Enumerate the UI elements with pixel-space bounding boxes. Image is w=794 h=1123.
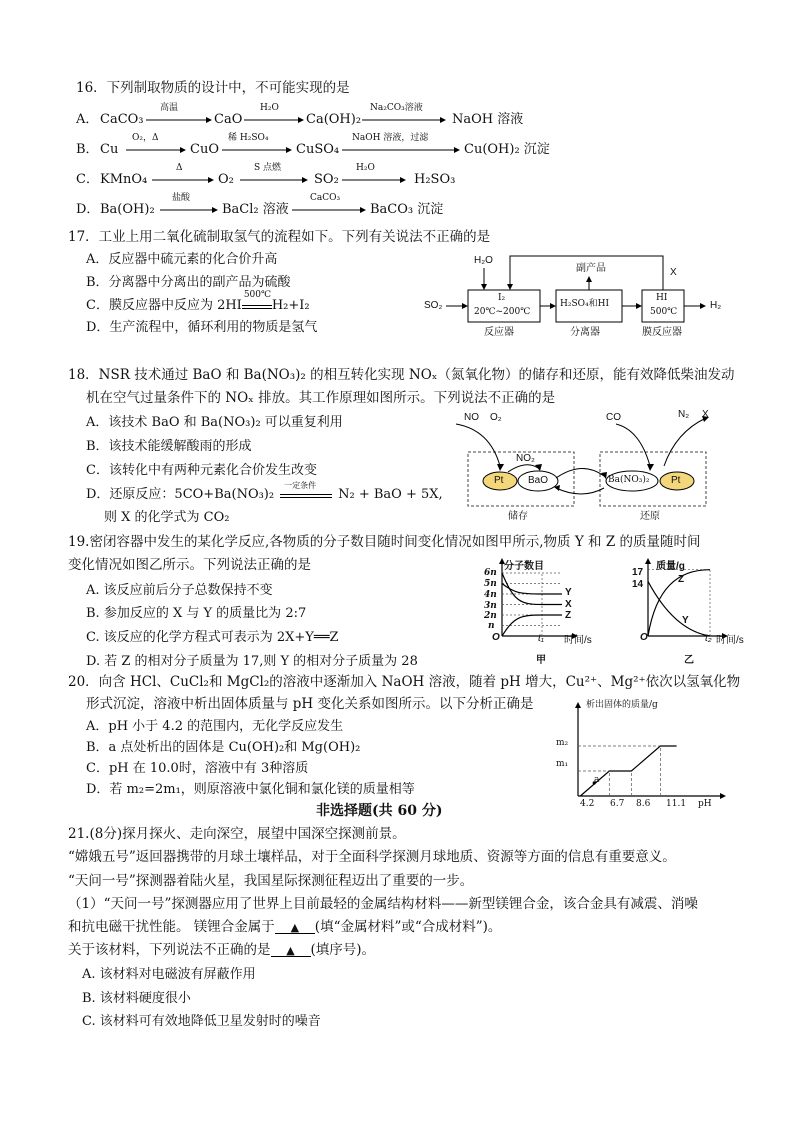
series-label-x: X xyxy=(565,599,572,610)
x-label: X xyxy=(670,267,677,278)
substance: Cu(OH)₂ 沉淀 xyxy=(464,142,550,157)
q20-stem-line2: 形式沉淀，溶液中析出固体质量与 pH 变化关系如图所示。以下分析正确是 xyxy=(86,696,534,712)
q21-paragraph: “天问一号”探测器着陆火星，我国星际探测征程迈出了重要的一步。 xyxy=(68,873,474,889)
arrow-head xyxy=(206,117,212,123)
option-text: D．还原反应：5CO+Ba(NO₃)₂ xyxy=(86,487,275,502)
substance: BaCl₂ 溶液 xyxy=(222,202,289,217)
reactor-name: 反应器 xyxy=(484,327,514,338)
substance: CuSO₄ xyxy=(296,142,340,157)
so2-label: SO₂ xyxy=(424,300,443,311)
chart-origin: O xyxy=(640,632,648,643)
chart-ytick: 6n xyxy=(484,568,497,578)
no-label: NO xyxy=(464,412,479,423)
arrow-condition: O₂，Δ xyxy=(132,133,159,143)
q21-stem: 21.(8分)探月探火、走向深空，展望中国深空探测前景。 xyxy=(68,826,406,842)
arrow-condition: H₂O xyxy=(356,163,375,173)
q19-option-d: D. 若 Z 的相对分子质量为 17,则 Y 的相对分子质量为 28 xyxy=(86,654,418,669)
q18-stem-line2: 机在空气过量条件下的 NOₓ 排放。其工作原理如图所示。下列说法不正确的是 xyxy=(86,390,556,406)
arrow-condition: H₂O xyxy=(260,103,279,113)
chart-xtick: 4.2 xyxy=(580,799,595,809)
q20-stem-line1: 20．向含 HCl、CuCl₂和 MgCl₂的溶液中逐渐加入 NaOH 溶液，随着 pH 增大，Cu²⁺、Mg²⁺依次以氢氧化物 xyxy=(68,674,741,690)
intake-arrow xyxy=(456,424,500,466)
chart-xtick: 11.1 xyxy=(666,799,687,809)
membrane-name: 膜反应器 xyxy=(642,327,682,338)
q20-option-d: D．若 m₂=2m₁，则原溶液中氯化铜和氯化镁的质量相等 xyxy=(86,782,415,797)
chart-ylabel: 质量/g xyxy=(656,561,685,572)
equation-condition: 一定条件 xyxy=(284,481,317,490)
chart-xtick: 6.7 xyxy=(610,799,625,809)
option-letter: B． xyxy=(76,142,99,157)
q20-option-a: A．pH 小于 4.2 的范围内，无化学反应发生 xyxy=(86,719,344,734)
series-label-y: Y xyxy=(565,587,572,598)
substance: Ba(OH)₂ xyxy=(100,202,155,217)
chart-ytick: m₂ xyxy=(556,738,569,748)
jia-series-x xyxy=(502,573,562,605)
series-label-y: Y xyxy=(682,615,689,626)
arrow-condition: S 点燃 xyxy=(254,163,282,173)
q19-stem-line2: 变化情况如图乙所示。下列说法正确的是 xyxy=(68,557,311,573)
equals-sign xyxy=(242,305,272,309)
substance: Cu xyxy=(100,142,119,157)
equation-condition: 500℃ xyxy=(243,290,272,300)
co-label: CO xyxy=(606,412,621,423)
q17-stem: 17．工业上用二氧化硫制取氢气的流程如下。下列有关说法不正确的是 xyxy=(68,229,491,245)
chart-ytick: 3n xyxy=(484,601,497,611)
q19-option-b: B. 参加反应的 X 与 Y 的质量比为 2:7 xyxy=(86,606,307,621)
chart-title: 甲 xyxy=(536,655,546,666)
chart-xtick: t₁ xyxy=(538,633,544,644)
q21-paragraph: “嫦娥五号”返回器携带的月球土壤样品，对于全面科学探测月球地质、资源等方面的信息有重要意义。 xyxy=(68,849,676,865)
substance: CaO xyxy=(214,112,243,127)
q17-option-b: B．分离器中分离出的副产品为硫酸 xyxy=(86,275,291,290)
q18-option-d xyxy=(86,481,443,502)
q21-line-blank2 xyxy=(68,944,375,958)
q21-line-blank1 xyxy=(68,921,501,935)
chart-title: 乙 xyxy=(684,655,694,666)
reactor-temp: 20℃~200℃ xyxy=(474,307,531,317)
q21-text: (填序号)。 xyxy=(310,942,376,958)
chart-ytick: 4n xyxy=(484,590,497,600)
chart-ylabel: 分子数目 xyxy=(504,561,544,572)
separator-content: H₂SO₄和HI xyxy=(560,299,610,309)
q21-option-b: B. 该材料硬度很小 xyxy=(82,991,191,1006)
q19-option-a: A. 该反应前后分子总数保持不变 xyxy=(86,583,273,598)
equals-sign xyxy=(280,494,332,498)
arrow-condition: CaCO₃ xyxy=(310,193,341,203)
q21-text: (填“金属材料”或“合成材料”)。 xyxy=(314,919,502,935)
chart-origin: O xyxy=(492,632,500,643)
substance: CaCO₃ xyxy=(100,112,144,127)
series-label-z: Z xyxy=(565,610,572,621)
q20-option-c: C．pH 在 10.0时，溶液中有 3种溶质 xyxy=(86,761,309,776)
option-letter: C． xyxy=(76,172,99,187)
x-label: X xyxy=(702,409,709,420)
chart-xtick: t₂ xyxy=(705,633,712,644)
arrow-condition: Na₂CO₃溶液 xyxy=(370,103,423,113)
substance: CuO xyxy=(190,142,219,157)
chart-ytick: n xyxy=(488,621,495,631)
h2-label: H₂ xyxy=(710,300,722,311)
q21-option-a: A. 该材料对电磁波有屏蔽作用 xyxy=(82,967,256,982)
yi-y-arrow xyxy=(645,558,651,564)
o2-label: O₂ xyxy=(490,412,502,423)
h2o-label: H₂O xyxy=(474,255,493,266)
reduction-label: 还原 xyxy=(640,511,660,522)
q20-option-b: B．a 点处析出的固体是 Cu(OH)₂和 Mg(OH)₂ xyxy=(86,740,361,755)
q21-text: 和抗电磁干扰性能。 镁锂合金属于 xyxy=(68,919,275,935)
no2-label: NO₂ xyxy=(516,453,535,464)
chart-ytick: 2n xyxy=(484,611,497,621)
substance: KMnO₄ xyxy=(100,172,148,187)
chart-ytick: 17 xyxy=(632,567,644,578)
ph-x-arrow xyxy=(720,793,726,799)
option-text: C．膜反应器中反应为 2HI xyxy=(86,298,242,313)
chart-ytick: m₁ xyxy=(556,759,569,769)
chart-ylabel: 析出固体的质量/g xyxy=(586,700,658,710)
option-text: N₂ + BaO + 5X, xyxy=(338,487,443,502)
q19-stem-line1: 19.密闭容器中发生的某化学反应,各物质的分子数目随时间变化情况如图甲所示,物质 Y 和 Z 的质量随时间 xyxy=(68,534,701,550)
chart-ytick: 5n xyxy=(484,579,497,589)
byproduct-label: 副产品 xyxy=(576,263,606,274)
chart-xlabel: 时间/s xyxy=(564,635,592,646)
ba-nitrate-label: Ba(NO₃)₂ xyxy=(608,475,650,485)
answer-blank[interactable]: ▲ xyxy=(275,922,315,934)
q21-option-c: C. 该材料可有效地降低卫星发射时的噪音 xyxy=(82,1014,321,1029)
option-letter: A． xyxy=(76,112,99,127)
arrow-condition: NaOH 溶液，过滤 xyxy=(352,133,429,143)
q21-text: 关于该材料，下列说法不正确的是 xyxy=(68,942,271,958)
series-label-z: Z xyxy=(678,574,685,585)
q21-paragraph: （1）“天问一号”探测器应用了世界上目前最轻的金属结构材料——新型镁锂合金，该合金具有减震、消噪 xyxy=(68,896,698,912)
pt-label: Pt xyxy=(494,475,504,486)
membrane-temp: 500℃ xyxy=(650,307,678,317)
q17-option-c xyxy=(86,290,310,313)
arrow-condition: 稀 H₂SO₄ xyxy=(228,133,269,143)
chart-xlabel: 时间/s xyxy=(716,635,744,646)
substance: Ca(OH)₂ xyxy=(306,112,362,127)
section-heading: 非选择题(共 60 分) xyxy=(316,803,443,819)
bao-label: BaO xyxy=(528,475,549,486)
q19-option-c: C. 该反应的化学方程式可表示为 2X+Y══Z xyxy=(86,630,339,645)
substance: H₂SO₃ xyxy=(414,172,456,187)
storage-label: 储存 xyxy=(508,511,528,522)
substance: BaCO₃ 沉淀 xyxy=(370,202,444,217)
q17-option-a: A．反应器中硫元素的化合价升高 xyxy=(86,252,278,267)
chart-ytick: 14 xyxy=(632,579,644,590)
arrow-condition: 高温 xyxy=(160,103,179,113)
option-text: H₂+I₂ xyxy=(271,298,310,313)
q18-option-a: A．该技术 BaO 和 Ba(NO₃)₂ 可以重复利用 xyxy=(86,415,343,430)
n2-label: N₂ xyxy=(678,409,690,420)
membrane-hi: HI xyxy=(656,293,668,303)
q16-stem: 16．下列制取物质的设计中，不可能实现的是 xyxy=(76,80,350,96)
arrow-condition: 盐酸 xyxy=(172,193,191,203)
q17-option-d: D．生产流程中，循环利用的物质是氢气 xyxy=(86,320,318,335)
separator-name: 分离器 xyxy=(570,327,600,338)
arrow-condition: Δ xyxy=(176,163,183,173)
substance: SO₂ xyxy=(314,172,339,187)
ph-y-arrow xyxy=(575,702,581,708)
chart-xlabel: pH xyxy=(698,799,712,809)
chart-precipitate-ph xyxy=(0,0,1,1)
substance: NaOH 溶液 xyxy=(452,112,524,127)
pt-label: Pt xyxy=(671,475,681,486)
substance: O₂ xyxy=(218,172,234,187)
reactor-i2: I₂ xyxy=(498,293,506,303)
answer-blank[interactable]: ▲ xyxy=(271,945,311,957)
q18-option-b: B．该技术能缓解酸雨的形成 xyxy=(86,439,252,454)
jia-series-y xyxy=(502,584,562,595)
q18-stem-line1: 18．NSR 技术通过 BaO 和 Ba(NO₃)₂ 的相互转化实现 NOₓ（氮氧化物）的储存和还原，能有效降低柴油发动 xyxy=(68,367,735,383)
chart-xtick: 8.6 xyxy=(636,799,651,809)
option-letter: D． xyxy=(76,202,100,217)
yi-series-y xyxy=(648,581,710,636)
q18-option-d-line2: 则 X 的化学式为 CO₂ xyxy=(104,510,230,525)
point-a-label: a xyxy=(594,775,600,785)
q18-option-c: C．该转化中有两种元素化合价发生改变 xyxy=(86,463,317,478)
